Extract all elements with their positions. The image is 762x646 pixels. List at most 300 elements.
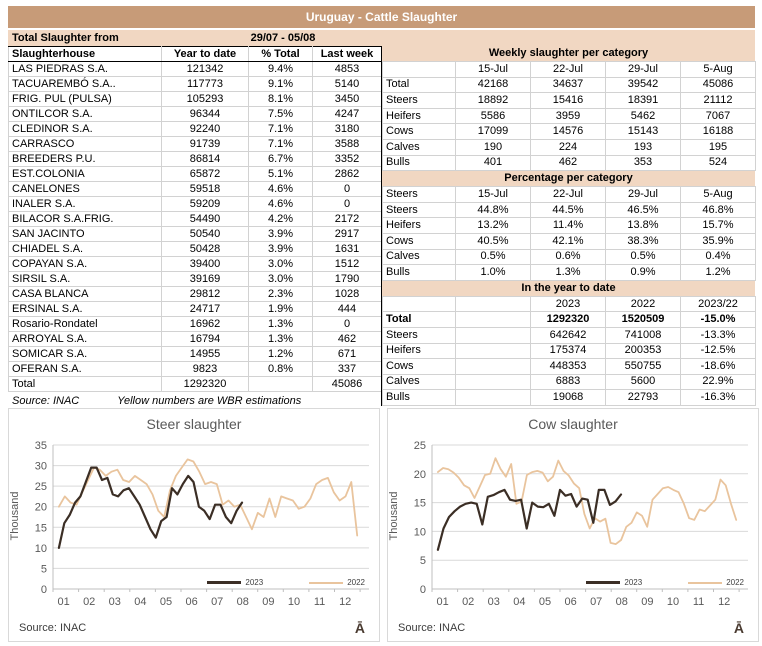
cell: Cows: [383, 359, 456, 375]
cell: CASA BLANCA: [9, 287, 162, 302]
table-row: [9, 227, 382, 242]
cow-chart-legend: [586, 578, 744, 587]
cell: Steers: [383, 93, 456, 109]
table-row: [383, 390, 756, 406]
percentage-table: [382, 186, 756, 281]
series-2022-line: [59, 459, 357, 535]
cell: -16.3%: [681, 390, 756, 406]
cell: 4.2%: [249, 212, 313, 227]
cell: 0.8%: [249, 362, 313, 377]
cell: 0: [313, 317, 382, 332]
cell: 16794: [162, 332, 249, 347]
cell: 3959: [531, 108, 606, 124]
cell: 1.3%: [531, 265, 606, 281]
cell: TACUAREMBÓ S.A..: [9, 77, 162, 92]
cell: 5-Aug: [681, 187, 756, 203]
cell: 2023/22: [681, 296, 756, 312]
x-tick-label: 11: [692, 596, 705, 608]
cell: 22-Jul: [531, 62, 606, 78]
cell: ONTILCOR S.A.: [9, 107, 162, 122]
series-2023-line: [438, 490, 621, 550]
cell: Bulls: [383, 155, 456, 171]
cell: 175374: [531, 343, 606, 359]
cell: 195: [681, 139, 756, 155]
cell: 4.6%: [249, 197, 313, 212]
cell: 224: [531, 139, 606, 155]
cell: 86814: [162, 152, 249, 167]
x-tick-label: 05: [538, 596, 552, 608]
cell: 4247: [313, 107, 382, 122]
cell: 4.6%: [249, 182, 313, 197]
y-tick-label: 5: [40, 563, 47, 576]
cell: 1292320: [162, 377, 249, 392]
cow-chart: [388, 409, 759, 639]
x-tick-label: 06: [185, 596, 198, 608]
table-row: [383, 93, 756, 109]
cell: SOMICAR S.A.: [9, 347, 162, 362]
steer-chart: [9, 409, 380, 639]
category-section: [381, 46, 755, 406]
table-row: [9, 362, 382, 377]
x-tick-label: 08: [615, 596, 628, 608]
y-tick-label: 35: [34, 440, 47, 452]
cell: 1520509: [606, 312, 681, 328]
table-row: [383, 249, 756, 265]
table-row: [383, 327, 756, 343]
x-tick-label: 02: [83, 596, 96, 608]
table-row: [9, 287, 382, 302]
cell: SIRSIL S.A.: [9, 272, 162, 287]
cell: 3450: [313, 92, 382, 107]
cell: SAN JACINTO: [9, 227, 162, 242]
y-tick-label: 0: [419, 584, 426, 596]
source-note: Source: INAC: [12, 395, 80, 407]
cell: % Total: [249, 47, 313, 62]
cell: Rosario-Rondatel: [9, 317, 162, 332]
cell: 2023: [531, 296, 606, 312]
table-row: [383, 77, 756, 93]
x-tick-label: 12: [339, 596, 352, 608]
cell: 8.1%: [249, 92, 313, 107]
cell: -18.6%: [681, 359, 756, 375]
cell: 4853: [313, 62, 382, 77]
cell: [383, 296, 456, 312]
cell: CARRASCO: [9, 137, 162, 152]
cell: 15143: [606, 124, 681, 140]
table-row: [383, 233, 756, 249]
x-tick-label: 07: [211, 596, 224, 608]
cell: 65872: [162, 167, 249, 182]
legend-entry: [309, 578, 365, 587]
x-tick-label: 09: [641, 596, 654, 608]
table-row: [383, 343, 756, 359]
ytd-table: [382, 296, 756, 406]
cell: 13.8%: [606, 218, 681, 234]
cell: 550755: [606, 359, 681, 375]
cell: 44.8%: [456, 202, 531, 218]
y-tick-label: 25: [413, 440, 426, 452]
cell: CHIADEL S.A.: [9, 242, 162, 257]
cell: 39542: [606, 77, 681, 93]
steer-y-axis-label: Thousand: [9, 491, 21, 541]
x-tick-label: 04: [513, 596, 526, 608]
cell: 46.5%: [606, 202, 681, 218]
cell: 2172: [313, 212, 382, 227]
table-row: [9, 92, 382, 107]
period-label: Total Slaughter from: [12, 32, 119, 44]
cell: Calves: [383, 249, 456, 265]
cell: 24717: [162, 302, 249, 317]
header-row: [9, 47, 382, 62]
cell: 3.0%: [249, 272, 313, 287]
cell: 117773: [162, 77, 249, 92]
table-row: [9, 197, 382, 212]
cell: 3.9%: [249, 242, 313, 257]
cell: 18892: [456, 93, 531, 109]
table-row: [383, 108, 756, 124]
cell: Year to date: [162, 47, 249, 62]
cell: 0.5%: [606, 249, 681, 265]
cell: 44.5%: [531, 202, 606, 218]
cell: 200353: [606, 343, 681, 359]
y-tick-label: 10: [34, 542, 47, 555]
steer-chart-source: Source: INAC: [19, 622, 87, 634]
x-tick-label: 10: [666, 596, 680, 608]
cell: 1.9%: [249, 302, 313, 317]
y-tick-label: 5: [419, 555, 426, 568]
source-row: [8, 392, 381, 407]
x-tick-label: 07: [590, 596, 603, 608]
cell: [383, 62, 456, 78]
x-tick-label: 03: [108, 596, 121, 608]
cell: INALER S.A.: [9, 197, 162, 212]
x-tick-label: 08: [236, 596, 249, 608]
slaughterhouse-table: [8, 46, 382, 392]
cell: Slaughterhouse: [9, 47, 162, 62]
cell: [456, 374, 531, 390]
cell: 1512: [313, 257, 382, 272]
cell: [456, 296, 531, 312]
cell: 2862: [313, 167, 382, 182]
table-row: [383, 374, 756, 390]
x-tick-label: 09: [262, 596, 275, 608]
legend-label: 2022: [347, 578, 365, 587]
steer-chart-title: Steer slaughter: [146, 416, 242, 432]
steer-chart-panel: [8, 408, 380, 642]
cell: 3352: [313, 152, 382, 167]
cell: 1.3%: [249, 332, 313, 347]
table-row: [9, 347, 382, 362]
cell: 1292320: [531, 312, 606, 328]
charts-area: [8, 408, 759, 642]
cell: 16188: [681, 124, 756, 140]
percentage-section-title: Percentage per category: [382, 171, 755, 186]
series-2023-line: [59, 468, 242, 548]
cell: Last week: [313, 47, 382, 62]
y-tick-label: 20: [413, 468, 426, 481]
cell: 7.5%: [249, 107, 313, 122]
cell: 7.1%: [249, 137, 313, 152]
cell: 353: [606, 155, 681, 171]
cell: 1.0%: [456, 265, 531, 281]
cell: 15.7%: [681, 218, 756, 234]
table-row: [383, 124, 756, 140]
cell: Steers: [383, 202, 456, 218]
cow-chart-source: Source: INAC: [398, 622, 466, 634]
table-row: [9, 107, 382, 122]
cell: 22.9%: [681, 374, 756, 390]
cell: 59209: [162, 197, 249, 212]
cell: [456, 390, 531, 406]
cell: 11.4%: [531, 218, 606, 234]
cell: 22793: [606, 390, 681, 406]
cell: 3.0%: [249, 257, 313, 272]
table-row: [383, 155, 756, 171]
cell: Cows: [383, 124, 456, 140]
cow-y-axis-label: Thousand: [388, 491, 400, 541]
report-title-banner: [8, 6, 755, 28]
table-row: [9, 257, 382, 272]
cell: 671: [313, 347, 382, 362]
y-tick-label: 15: [34, 522, 47, 535]
cell: 34637: [531, 77, 606, 93]
legend-label: 2022: [726, 578, 744, 587]
cell: 2917: [313, 227, 382, 242]
table-row: [383, 202, 756, 218]
y-tick-label: 10: [413, 526, 426, 539]
cell: 38.3%: [606, 233, 681, 249]
cell: BILACOR S.A.FRIG.: [9, 212, 162, 227]
cell: 14955: [162, 347, 249, 362]
cell: 15416: [531, 93, 606, 109]
cell: 5462: [606, 108, 681, 124]
table-row: [9, 122, 382, 137]
legend-label: 2023: [245, 578, 264, 587]
cell: [456, 343, 531, 359]
cell: 9.1%: [249, 77, 313, 92]
legend-entry: [586, 578, 642, 587]
cell: 91739: [162, 137, 249, 152]
cell: 19068: [531, 390, 606, 406]
x-tick-label: 01: [57, 596, 70, 608]
x-tick-label: 02: [462, 596, 475, 608]
cell: 444: [313, 302, 382, 317]
cell: 1.3%: [249, 317, 313, 332]
cell: 29-Jul: [606, 187, 681, 203]
cell: 1.2%: [249, 347, 313, 362]
cell: 46.8%: [681, 202, 756, 218]
table-row: [9, 182, 382, 197]
cell: 0.6%: [531, 249, 606, 265]
cell: [456, 312, 531, 328]
legend-swatch-2023: [207, 581, 241, 584]
x-tick-label: 10: [287, 596, 301, 608]
cell: 29-Jul: [606, 62, 681, 78]
cell: 50540: [162, 227, 249, 242]
y-tick-label: 20: [34, 501, 47, 514]
cell: -13.3%: [681, 327, 756, 343]
cell: 1790: [313, 272, 382, 287]
x-tick-label: 01: [436, 596, 449, 608]
cell: 18391: [606, 93, 681, 109]
cell: 42168: [456, 77, 531, 93]
cell: COPAYAN S.A.: [9, 257, 162, 272]
legend-swatch-2023: [586, 581, 620, 584]
period-value: 29/07 - 05/08: [250, 32, 316, 44]
cell: 50428: [162, 242, 249, 257]
cell: Steers: [383, 187, 456, 203]
cell: Total: [383, 312, 456, 328]
x-tick-label: 05: [159, 596, 173, 608]
cell: 15-Jul: [456, 187, 531, 203]
cell: 3180: [313, 122, 382, 137]
total-row: [9, 377, 382, 392]
cell: Bulls: [383, 265, 456, 281]
cell: Total: [383, 77, 456, 93]
table-row: [9, 62, 382, 77]
y-tick-label: 15: [413, 497, 426, 510]
cell: EST.COLONIA: [9, 167, 162, 182]
cell: Heifers: [383, 343, 456, 359]
cell: 741008: [606, 327, 681, 343]
cell: 21112: [681, 93, 756, 109]
cow-chart-watermark: Ā: [733, 620, 744, 636]
period-row: [8, 30, 755, 46]
cell: 59518: [162, 182, 249, 197]
cell: 0.5%: [456, 249, 531, 265]
cell: 45086: [313, 377, 382, 392]
cell: 642642: [531, 327, 606, 343]
cell: FRIG. PUL (PULSA): [9, 92, 162, 107]
cell: 54490: [162, 212, 249, 227]
cell: 105293: [162, 92, 249, 107]
cell: 1.2%: [681, 265, 756, 281]
cell: [456, 359, 531, 375]
cell: ERSINAL S.A.: [9, 302, 162, 317]
cell: 35.9%: [681, 233, 756, 249]
cell: 462: [531, 155, 606, 171]
legend-swatch-2022: [309, 582, 343, 584]
table-row: [9, 317, 382, 332]
cell: 9823: [162, 362, 249, 377]
cell: 7067: [681, 108, 756, 124]
cell: 337: [313, 362, 382, 377]
cell: 45086: [681, 77, 756, 93]
cell: 462: [313, 332, 382, 347]
cell: 401: [456, 155, 531, 171]
header-row: [383, 187, 756, 203]
cell: [249, 377, 313, 392]
cell: 39169: [162, 272, 249, 287]
cell: CLEDINOR S.A.: [9, 122, 162, 137]
cell: -12.5%: [681, 343, 756, 359]
cell: 5586: [456, 108, 531, 124]
cell: 121342: [162, 62, 249, 77]
table-row: [383, 359, 756, 375]
cell: 5-Aug: [681, 62, 756, 78]
cell: [456, 327, 531, 343]
cell: 22-Jul: [531, 187, 606, 203]
table-row: [9, 272, 382, 287]
steer-chart-legend: [207, 578, 365, 587]
cell: 17099: [456, 124, 531, 140]
cell: Calves: [383, 139, 456, 155]
cell: 16962: [162, 317, 249, 332]
table-row: [9, 77, 382, 92]
cell: 92240: [162, 122, 249, 137]
cell: 0.4%: [681, 249, 756, 265]
y-tick-label: 30: [34, 460, 47, 473]
cell: 15-Jul: [456, 62, 531, 78]
cell: 193: [606, 139, 681, 155]
cell: 14576: [531, 124, 606, 140]
table-row: [383, 265, 756, 281]
cell: Calves: [383, 374, 456, 390]
cell: 42.1%: [531, 233, 606, 249]
table-row: [383, 312, 756, 328]
y-tick-label: 25: [34, 481, 47, 494]
table-row: [9, 167, 382, 182]
tables-area: [8, 46, 755, 407]
cell: Cows: [383, 233, 456, 249]
weekly-table: [382, 61, 756, 171]
table-row: [9, 242, 382, 257]
cell: 96344: [162, 107, 249, 122]
table-row: [9, 332, 382, 347]
header-row: [383, 62, 756, 78]
cell: LAS PIEDRAS S.A.: [9, 62, 162, 77]
table-row: [9, 137, 382, 152]
legend-entry: [207, 578, 263, 587]
x-tick-label: 06: [564, 596, 577, 608]
legend-label: 2023: [624, 578, 643, 587]
steer-chart-watermark: Ā: [354, 620, 365, 636]
cell: 9.4%: [249, 62, 313, 77]
cell: 6883: [531, 374, 606, 390]
cell: 1631: [313, 242, 382, 257]
cell: 0.9%: [606, 265, 681, 281]
cell: 5600: [606, 374, 681, 390]
cow-chart-panel: [387, 408, 759, 642]
cell: 2.3%: [249, 287, 313, 302]
legend-swatch-2022: [688, 582, 722, 584]
cell: Heifers: [383, 218, 456, 234]
cell: 2022: [606, 296, 681, 312]
slaughterhouse-section: [8, 46, 381, 407]
cell: -15.0%: [681, 312, 756, 328]
cell: BREEDERS P.U.: [9, 152, 162, 167]
cell: Total: [9, 377, 162, 392]
x-tick-label: 12: [718, 596, 731, 608]
table-row: [9, 302, 382, 317]
x-tick-label: 11: [313, 596, 326, 608]
cell: 39400: [162, 257, 249, 272]
cell: 190: [456, 139, 531, 155]
header-row: [383, 296, 756, 312]
table-row: [383, 218, 756, 234]
table-row: [383, 139, 756, 155]
cell: CANELONES: [9, 182, 162, 197]
cell: 448353: [531, 359, 606, 375]
cell: Bulls: [383, 390, 456, 406]
x-tick-label: 04: [134, 596, 147, 608]
y-tick-label: 0: [40, 584, 47, 596]
cell: 13.2%: [456, 218, 531, 234]
table-row: [9, 212, 382, 227]
cell: 3.9%: [249, 227, 313, 242]
cell: 6.7%: [249, 152, 313, 167]
cell: Steers: [383, 327, 456, 343]
